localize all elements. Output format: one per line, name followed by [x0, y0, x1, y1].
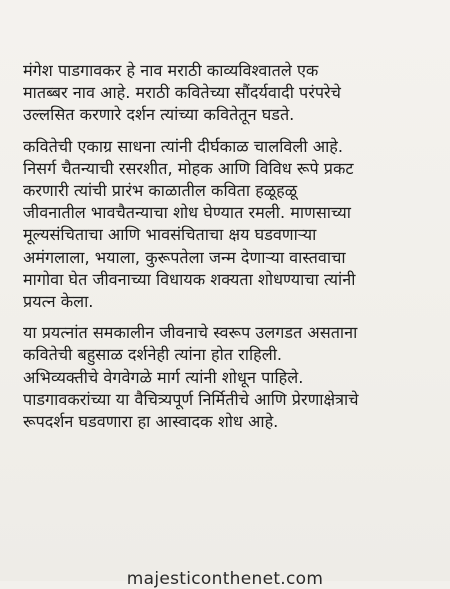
- text-line: जीवनातील भावचैतन्याचा शोध घेण्यात रमली. माणसाच्या: [23, 203, 351, 223]
- text-line: मागोवा घेत जीवनाच्या विधायक शक्यता शोधण्याचा त्यांनी: [23, 269, 356, 289]
- text-line: प्रयत्न केला.: [23, 292, 94, 312]
- text-line: पाडगावकरांच्या या वैचित्र्यपूर्ण निर्मितीचे आणि प्रेरणाक्षेत्राचे: [23, 389, 359, 409]
- text-line: अभिव्यक्तीचे वेगवेगळे मार्ग त्यांनी शोधून पाहिले.: [23, 367, 304, 387]
- paragraph-3: [23, 322, 435, 433]
- text-line: रूपदर्शन घडवणारा हा आस्वादक शोध आहे.: [23, 412, 279, 432]
- text-line: उल्लसित करणारे दर्शन त्यांच्या कवितेतून घडते.: [23, 105, 295, 125]
- text-line: अमंगलाला, भयाला, कुरूपतेला जन्म देणाऱ्या वास्तवाचा: [23, 247, 346, 267]
- text-line: कवितेची बहुसाळ दर्शनेही त्यांना होत राहिली.: [23, 345, 283, 365]
- footer-watermark-url: majesticonthenet.com: [126, 569, 324, 589]
- text-line: निसर्ग चैतन्याची रसरशीत, मोहक आणि विविध रूपे प्रकट: [23, 158, 354, 178]
- paragraph-2: [23, 136, 435, 314]
- text-line: या प्रयत्नांत समकालीन जीवनाचे स्वरूप उलगडत असताना: [23, 323, 358, 343]
- paragraph-1: [23, 60, 435, 127]
- text-line: मातब्बर नाव आहे. मराठी कवितेच्या सौंदर्यवादी परंपरेचे: [23, 83, 341, 103]
- text-line: करणारी त्यांची प्रारंभ काळातील कविता हळूहळू: [23, 181, 297, 201]
- text-line: मंगेश पाडगावकर हे नाव मराठी काव्यविश्वातले एक: [23, 61, 319, 80]
- text-line: कवितेची एकाग्र साधना त्यांनी दीर्घकाळ चालविली आहे.: [23, 136, 343, 156]
- text-line: मूल्यसंचिताचा आणि भावसंचिताचा क्षय घडवणाऱ्या: [23, 225, 317, 245]
- blurb-text: [23, 60, 435, 442]
